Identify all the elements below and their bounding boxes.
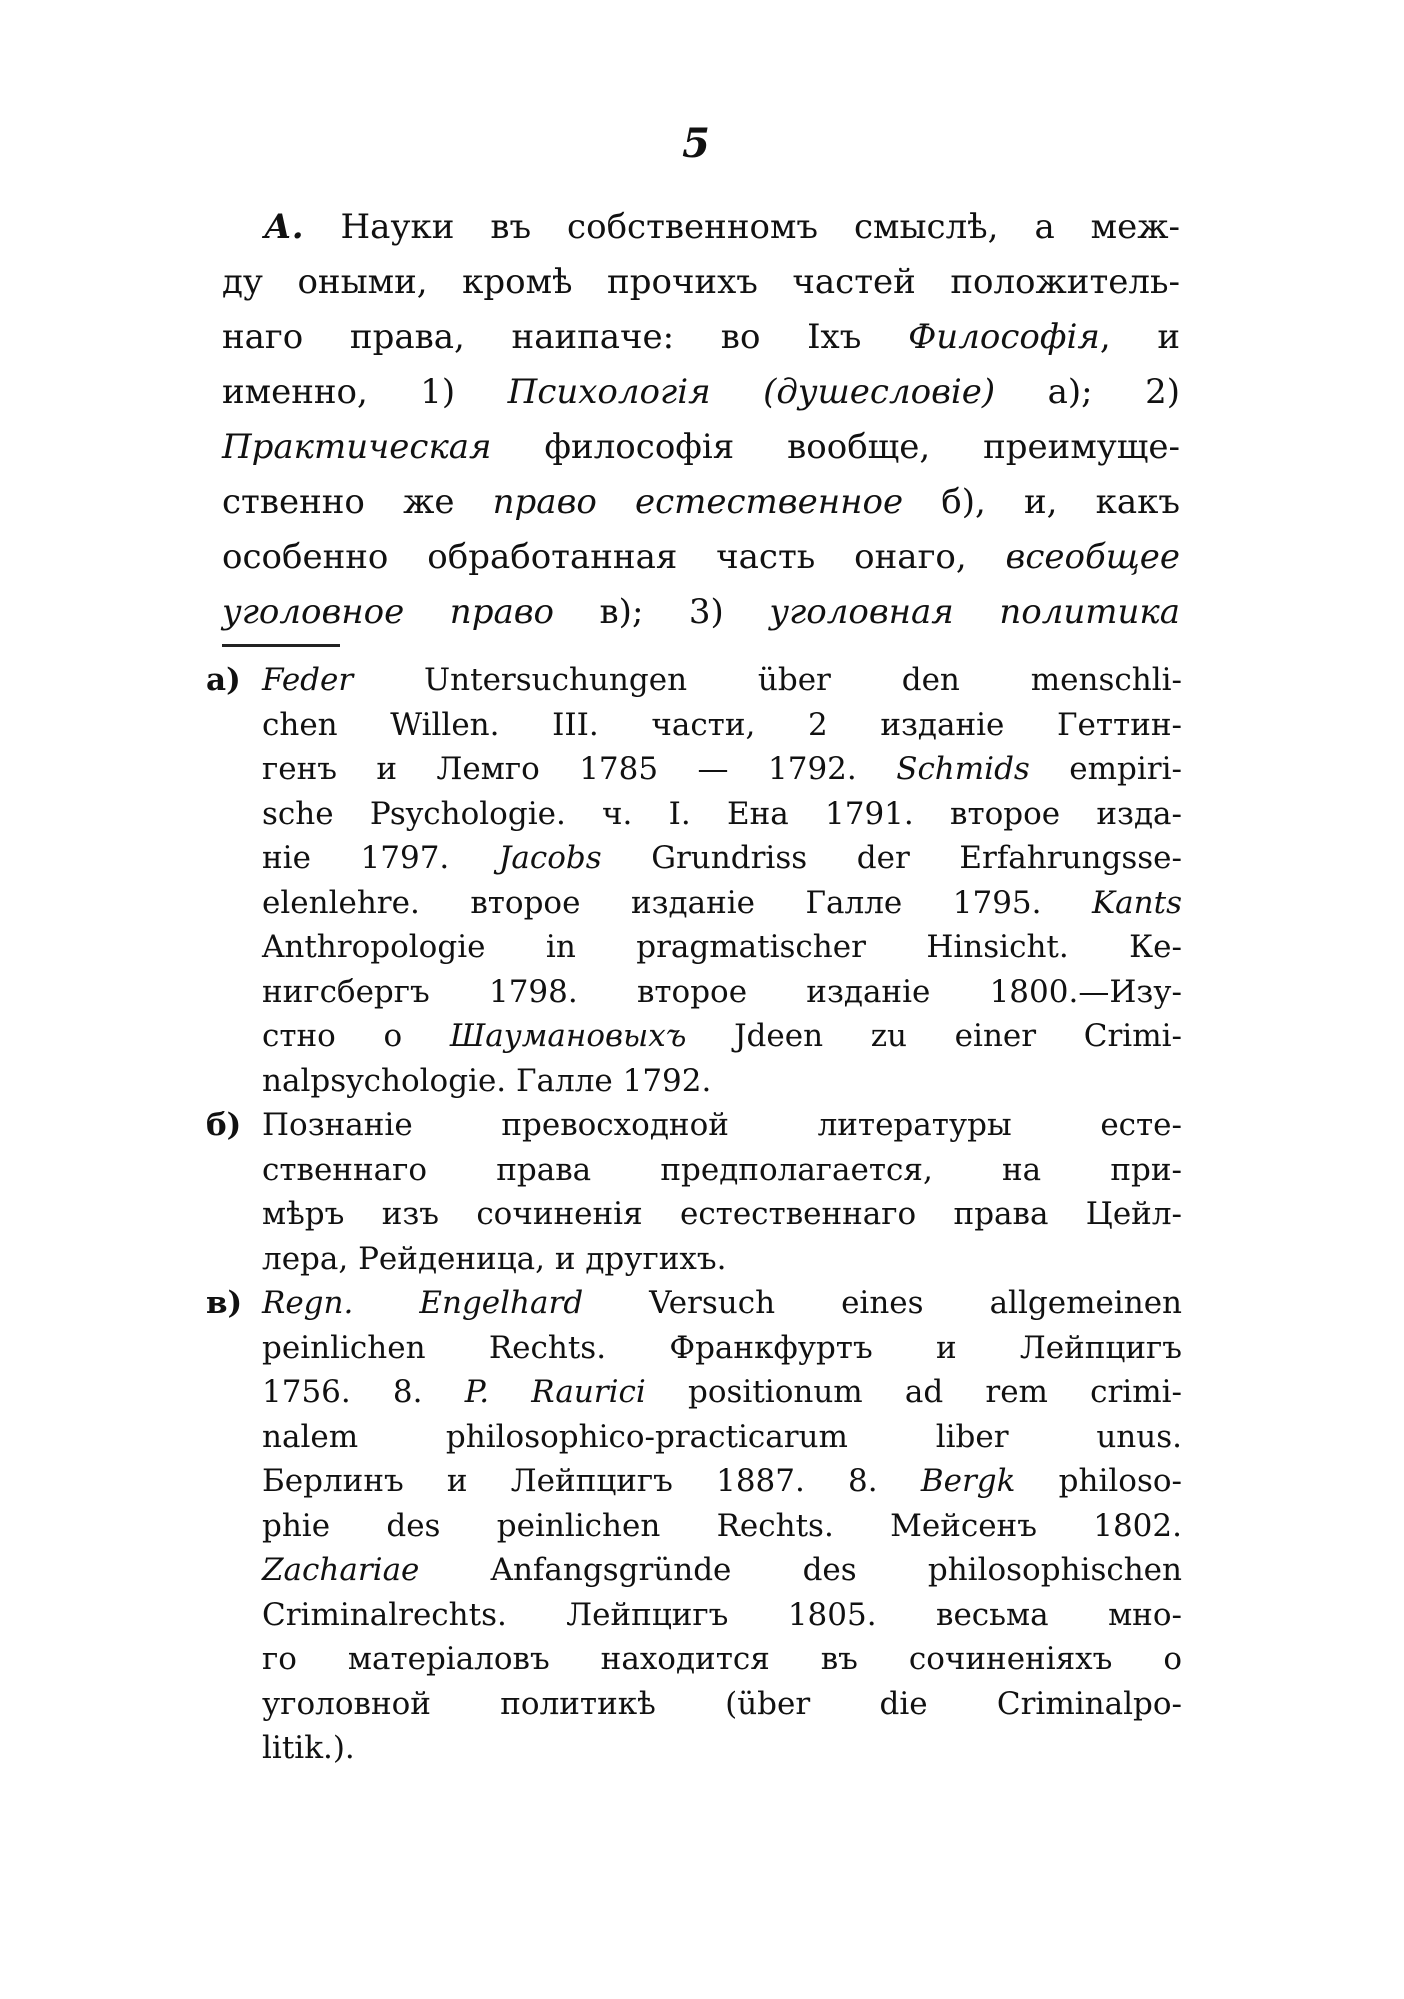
text-line xyxy=(222,420,1180,475)
italic-name: Шаумановыхъ xyxy=(449,1018,687,1054)
text-run: Jdeen zu einer Crimi- xyxy=(686,1018,1182,1054)
text-run: а); 2) xyxy=(995,372,1180,412)
footnote-line xyxy=(262,1237,1182,1282)
footnote-line xyxy=(262,1726,1182,1771)
italic-name: Regn. Engelhard xyxy=(262,1285,584,1321)
text-run: empiri- xyxy=(1029,751,1182,787)
italic-term: уголовная политика xyxy=(769,592,1180,632)
footnote-line xyxy=(262,1593,1182,1638)
footnote xyxy=(206,1281,1182,1771)
footnote-line xyxy=(262,836,1182,881)
footnote-line xyxy=(262,1014,1182,1059)
footnote-line xyxy=(262,1326,1182,1371)
italic-term: Философія xyxy=(908,317,1100,357)
footnote-line xyxy=(262,1281,1182,1326)
footnote-line xyxy=(262,1637,1182,1682)
footnote-line xyxy=(262,881,1182,926)
italic-name: Kants xyxy=(1092,884,1182,921)
footnote-line xyxy=(262,792,1182,837)
text-run: Науки въ собственномъ смыслѣ, а меж- xyxy=(340,207,1181,247)
text-run: стно о xyxy=(262,1018,450,1054)
footnote-marker: а) xyxy=(206,662,241,698)
footnote-line xyxy=(262,1504,1182,1549)
italic-name: Schmids xyxy=(896,751,1030,787)
text-run: Untersuchungen über den menschli- xyxy=(353,662,1182,698)
footnote-marker: б) xyxy=(206,1107,242,1143)
italic-term: Психологія (душесловіе) xyxy=(507,372,996,412)
footnote-line xyxy=(262,1103,1182,1148)
page-number xyxy=(0,120,1404,167)
text-line xyxy=(222,200,1180,255)
footnote-line xyxy=(262,1548,1182,1593)
text-run: именно, 1) xyxy=(222,372,508,412)
page-number-text: 5 xyxy=(682,120,710,167)
text-run: Anfangsgründe des philosophischen xyxy=(419,1552,1182,1588)
text-run: ственнаго права предполагается, на при- xyxy=(262,1151,1182,1188)
footnote-line xyxy=(262,658,1182,703)
text-run: nalpsychologie. Галле 1792. xyxy=(262,1062,712,1099)
text-run: chen Willen. III. части, 2 изданіе Геттин- xyxy=(262,706,1182,743)
text-run: sche Psychologie. ч. I. Ена 1791. второе изда- xyxy=(262,795,1182,832)
footnote-line xyxy=(262,747,1182,792)
italic-name: Bergk xyxy=(920,1463,1016,1499)
text-run: Versuch eines allgemeinen xyxy=(583,1285,1182,1321)
italic-term: Практическая xyxy=(222,427,492,467)
text-run: нигсбергъ 1798. второе изданіе 1800.—Изу- xyxy=(262,973,1182,1010)
text-line xyxy=(222,585,1180,640)
text-run: Grundriss der Erfahrungsse- xyxy=(601,840,1182,876)
text-run: Criminalrechts. Лейпцигъ 1805. весьма мно- xyxy=(262,1596,1182,1633)
text-run: elenlehre. второе изданіе Галле 1795. xyxy=(262,884,1093,921)
footnote xyxy=(206,1103,1182,1281)
footnote xyxy=(206,658,1182,1103)
text-run: философія вообще, преимуще- xyxy=(491,427,1180,467)
text-run: 1756. 8. xyxy=(262,1374,465,1410)
footnote-separator-rule xyxy=(222,644,340,647)
text-run: philoso- xyxy=(1015,1463,1182,1499)
footnote-line xyxy=(262,1370,1182,1415)
text-run: nalem philosophico-practicarum liber unus. xyxy=(262,1418,1182,1455)
footnote-line xyxy=(262,1682,1182,1727)
text-run: Anthropologie in pragmatischer Hinsicht. Ке- xyxy=(262,929,1182,965)
footnote-line xyxy=(262,1459,1182,1504)
text-run: phie des peinlichen Rechts. Мейсенъ 1802. xyxy=(262,1507,1182,1544)
footnote-line xyxy=(262,1148,1182,1193)
text-run: генъ и Лемго 1785 — 1792. xyxy=(262,751,897,787)
text-run: peinlichen Rechts. Франкфуртъ и Лейпцигъ xyxy=(262,1329,1182,1366)
footnote-line xyxy=(262,1059,1182,1104)
text-run: litik.). xyxy=(262,1730,355,1766)
italic-term: всеобщее xyxy=(1005,537,1180,577)
text-run: б), и, какъ xyxy=(903,482,1180,522)
italic-term: уголовное право xyxy=(222,592,554,632)
text-line xyxy=(222,530,1180,585)
text-run: ду оными, кромѣ прочихъ частей положитель- xyxy=(222,262,1180,302)
text-run: в); 3) xyxy=(554,592,770,632)
text-run: го матеріаловъ находится въ сочиненіяхъ о xyxy=(262,1641,1182,1677)
footnote-line xyxy=(262,1415,1182,1460)
footnote-line xyxy=(262,970,1182,1015)
italic-name: Feder xyxy=(262,662,354,698)
text-line xyxy=(222,310,1180,365)
italic-name: P. Raurici xyxy=(464,1374,646,1410)
footnote-line xyxy=(262,925,1182,970)
text-run: лера, Рейденица, и другихъ. xyxy=(262,1240,727,1277)
footnote-line xyxy=(262,1192,1182,1237)
section-letter: А. xyxy=(264,207,341,247)
text-run: ственно же xyxy=(222,482,493,522)
text-run: особенно обработанная часть онаго, xyxy=(222,537,1006,577)
text-line xyxy=(222,255,1180,310)
main-paragraph xyxy=(222,200,1180,640)
text-run: positionum ad rem crimi- xyxy=(645,1374,1182,1410)
text-run: уголовной политикѣ (über die Criminalpo- xyxy=(262,1685,1182,1722)
text-run: ніе 1797. xyxy=(262,840,499,876)
text-run: Берлинъ и Лейпцигъ 1887. 8. xyxy=(262,1463,921,1499)
footnote-line xyxy=(262,703,1182,748)
italic-name: Jacobs xyxy=(498,840,602,876)
text-run: наго права, наипаче: во Iхъ xyxy=(222,317,909,357)
text-run: , и xyxy=(1099,317,1180,357)
text-line xyxy=(222,365,1180,420)
footnote-marker: в) xyxy=(206,1285,243,1321)
italic-term: право естественное xyxy=(492,482,904,522)
text-line xyxy=(222,475,1180,530)
footnotes xyxy=(206,658,1182,1771)
italic-name: Zachariae xyxy=(262,1552,420,1588)
text-run: мѣръ изъ сочиненія естественнаго права Цейл- xyxy=(262,1196,1182,1232)
text-run: Познаніе превосходной литературы есте- xyxy=(262,1107,1182,1143)
